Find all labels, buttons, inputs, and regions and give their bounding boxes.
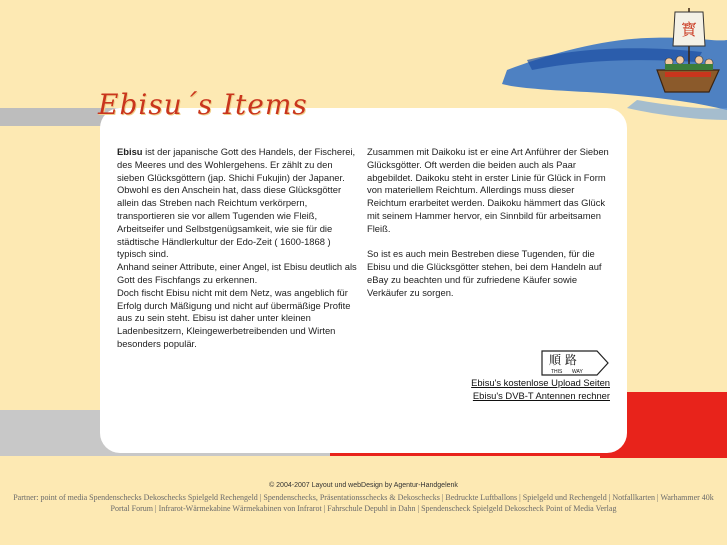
intro-paragraph xyxy=(117,146,362,184)
virtues-paragraph: Obwohl es den Anschein hat, dass diese Glücksgötter allein das Streben nach Reichtum verkörpern, transportieren sie vor allem Tugenden wie Fleiß, Arbeitseifer und Selbstgenügsamkeit, wie sie für die städtische Händlerkultur der Edo-Zeit ( 1600-1868 ) typisch sind. xyxy=(117,184,342,260)
right-text-column xyxy=(367,146,612,300)
page-title: Ebisu´s Items xyxy=(98,88,308,121)
ebay-paragraph: So ist es auch mein Bestreben diese Tugenden, für die Ebisu und die Glücksgötter stehen, bei dem Handeln auf eBay zu beachten und für zufriedene Käufer sowie Verkäufer zu sorgen. xyxy=(367,248,602,298)
intro-bold-lead: Ebisu xyxy=(117,146,143,157)
daikoku-paragraph: Zusammen mit Daikoku ist er eine Art Anführer der Sieben Glücksgötter. Oft werden die beiden auch als Paar abgebildet. Daikoku steht in erster Linie für Glück in Form von materiellem Reichtum. Allerdings muss dieser Reichtum erarbeitet werden. Daikoku hämmert das Glück mit seinem Hammer hervor, ein Sinnbild für arbeitsamen Fleiß. xyxy=(367,146,609,234)
sign-kanji: 順 路 xyxy=(549,353,577,367)
footer xyxy=(0,482,727,514)
upload-pages-link[interactable]: Ebisu's kostenlose Upload Seiten xyxy=(471,377,610,388)
copyright-text: © 2004-2007 Layout und webDesign by Agentur-Handgelenk xyxy=(269,482,458,489)
intro-rest: ist der japanische Gott des Handels, der Fischerei, des Meeres und des Wohlergehens. Er zählt zu den sieben Glücksgöttern (jap. Shichi Fukujin) der Japaner. xyxy=(117,146,356,183)
sign-way: WAY xyxy=(572,369,583,375)
svg-text:寳: 寳 xyxy=(681,20,698,39)
attributes-paragraph: Anhand seiner Attribute, einer Angel, ist Ebisu deutlich als Gott des Fischfangs zu erkennen. xyxy=(117,261,357,285)
this-way-sign-icon xyxy=(541,350,609,376)
title-banner xyxy=(98,88,308,128)
sign-this: THIS xyxy=(551,369,563,375)
fishing-paragraph: Doch fischt Ebisu nicht mit dem Netz, was angeblich für Erfolg durch Mäßigung und nicht auf übermäßige Profite aus zu sein steht. Ebisu ist daher unter kleinen Ladenbesitzern, Kleingewerbetreibenden und Wirten besonders populär. xyxy=(117,286,351,349)
link-list xyxy=(471,376,610,402)
dvbt-calculator-link[interactable]: Ebisu's DVB-T Antennen rechner xyxy=(472,390,610,401)
partner-links[interactable]: Partner: point of media Spendenschecks Dekoschecks Spielgeld Rechengeld | Spendenschecks, Präsentationsschecks & Dekoschecks | Bedruckte Luftballons | Spielgeld und Rechengeld | Notfallkarten | Warhammer 40k Portal Forum | Infrarot-Wärmekabine Wärmekabinen von Infrarot | Fahrschule Depuhl in Dahn | Spendenscheck Spielgeld Dekoscheck Point of Media Verlag xyxy=(13,493,714,513)
left-text-column xyxy=(117,146,362,351)
